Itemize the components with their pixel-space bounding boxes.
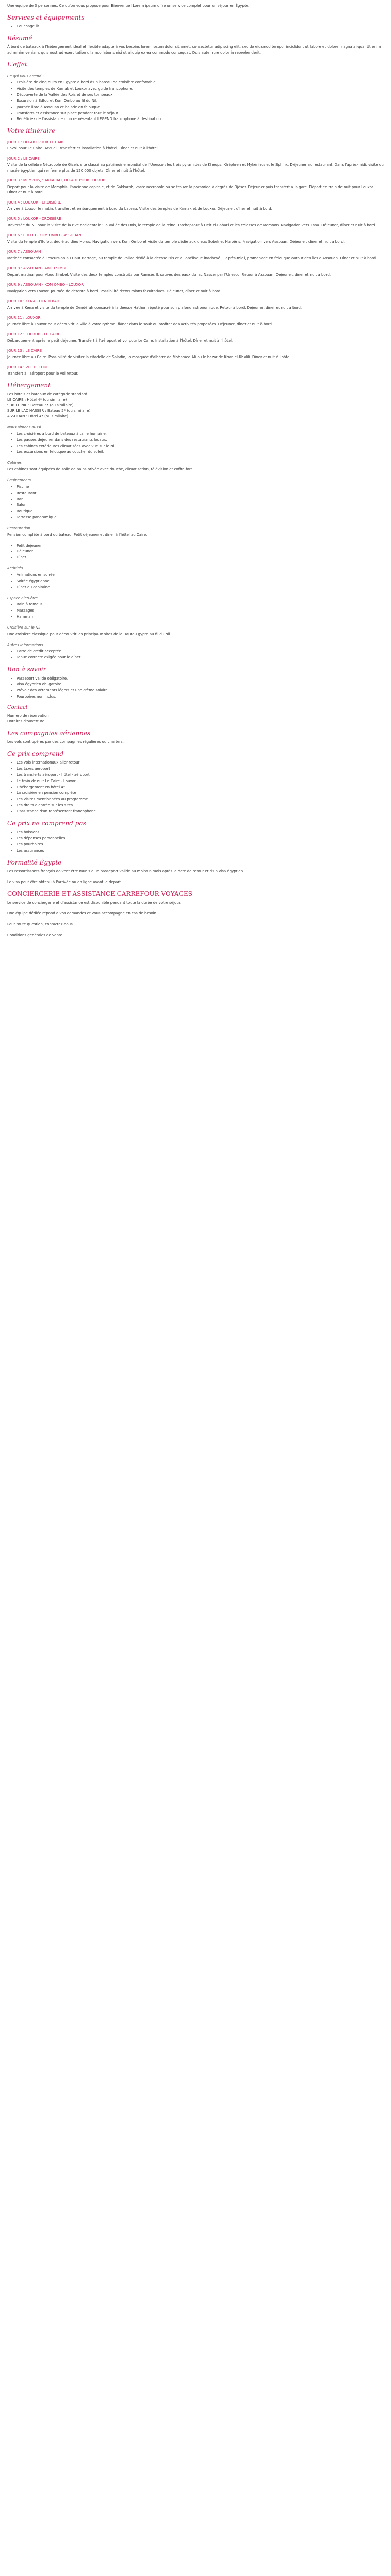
prix-comprend-item: • Les vols internationaux aller-retour — [17, 760, 384, 766]
essentiel-item: • Transferts et assistance sur place pendant tout le séjour. — [17, 111, 384, 116]
day-title[interactable]: JOUR 13 : LE CAIRE — [7, 348, 42, 353]
itineraire-days — [7, 140, 384, 377]
activite-item: • Animations en soirée — [17, 572, 384, 578]
autres-item: • Tenue correcte exigée pour le dîner — [17, 655, 384, 660]
day-text: Débarquement après le petit déjeuner. Transfert à l'aéroport et vol pour Le Caire. Installation à l'hôtel. Dîner et nuit à l'hôtel. — [7, 338, 233, 343]
day-text: Journée libre au Caire. Possibilité de visiter la citadelle de Saladin, la mosquée d'albâtre de Mohamed Ali ou le bazar de Khan el-Khalili. Dîner et nuit à l'hôtel. — [7, 354, 292, 359]
restauration-text: Pension complète à bord du bateau. Petit déjeuner et dîner à l'hôtel au Caire. — [7, 532, 148, 537]
prix-comprend-item: • Les droits d'entrée sur les sites — [17, 803, 384, 808]
compagnies-title: Les compagnies aériennes — [7, 729, 91, 737]
equipement-item: • Boutique — [17, 509, 384, 514]
prix-ne-comprend-item: • Les boissons — [17, 829, 384, 835]
services-item: • Couchage lit — [17, 24, 384, 29]
contact-title: Contact — [7, 704, 28, 710]
day-text: Matinée consacrée à l'excursion au Haut Barrage, au temple de Philae dédié à la déesse Isis et à l'obélisque inachevé. L'après-midi, promenade en felouque autour des îles d'Assouan. Dîner et nuit à bord. — [7, 256, 377, 261]
day-text: Journée libre à Louxor pour découvrir la ville à votre rythme, flâner dans le souk ou profiter des activités proposées. Déjeuner, dîner et nuit à bord. — [7, 321, 273, 326]
activite-item: • Dîner du capitaine — [17, 585, 384, 590]
prix-comprend-item: • La croisière en pension complète — [17, 790, 384, 796]
activite-item: • Soirée égyptienne — [17, 579, 384, 584]
equipements-title: Équipements — [7, 478, 31, 483]
compagnies-text: Les vols sont opérés par des compagnies régulières ou charters. — [7, 739, 124, 744]
prix-ne-comprend-item: • Les assurances — [17, 848, 384, 854]
day-text: Arrivée à Kena et visite du temple de Dendérah consacré à la déesse Hathor, réputé pour son plafond astronomique. Retour à bord. Déjeuner, dîner et nuit à bord. — [7, 305, 302, 310]
contact-line: Numéro de réservation — [7, 713, 49, 718]
essentiel-item: • Visite des temples de Karnak et Louxor avec guide francophone. — [17, 86, 384, 92]
equipement-item: • Terrasse panoramique — [17, 515, 384, 520]
autres-title: Autres informations — [7, 642, 43, 647]
prix-ne-comprend-list — [7, 829, 384, 853]
day-text: Envol pour Le Caire. Accueil, transfert et installation à l'hôtel. Dîner et nuit à l'hôtel. — [7, 146, 159, 150]
contact-line: Horaires d'ouverture — [7, 719, 45, 723]
restauration-item: • Déjeuner — [17, 549, 384, 554]
formalites-text: Le visa peut être obtenu à l'arrivée ou en ligne avant le départ. — [7, 879, 122, 884]
nous-aimons-title: Nous aimons aussi — [7, 425, 41, 430]
services-list — [7, 24, 384, 29]
bon-a-savoir-item: • Pourboires non inclus. — [17, 694, 384, 700]
services-title: Services et équipements — [7, 13, 85, 21]
hebergement-line: Les hôtels et bateaux de catégorie standard — [7, 392, 87, 396]
day-title[interactable]: JOUR 14 : VOL RETOUR — [7, 365, 49, 369]
hebergement-line: SUR LE LAC NASSER : Bateau 5* (ou similaire) — [7, 409, 91, 413]
itineraire-title: Votre itinéraire — [7, 127, 56, 135]
day-title[interactable]: JOUR 12 : LOUXOR - LE CAIRE — [7, 332, 61, 336]
restauration-item: • Petit déjeuner — [17, 543, 384, 549]
croisiere-title: Croisière sur le Nil — [7, 625, 41, 630]
day-text: Visite du temple d'Edfou, dédié au dieu Horus. Navigation vers Kom Ombo et visite du temple dédié aux dieux Sobek et Haroëris. Navigation vers Assouan. Déjeuner, dîner et nuit à bord. — [7, 240, 345, 244]
bon-a-savoir-title: Bon à savoir — [7, 666, 46, 673]
nous-aimons-item: • Les cabines extérieures climatisées avec vue sur le Nil. — [17, 444, 384, 449]
equipements-list — [7, 484, 384, 520]
equipement-item: • Salon — [17, 502, 384, 508]
essentiel-item: • Journée libre à Assouan et balade en felouque. — [17, 105, 384, 110]
activites-list — [7, 572, 384, 590]
prix-comprend-list — [7, 760, 384, 815]
day-title[interactable]: JOUR 7 : ASSOUAN — [7, 250, 41, 254]
cabines-title: Cabines — [7, 461, 22, 465]
prix-ne-comprend-item: • Les dépenses personnelles — [17, 836, 384, 841]
resume-title: Résumé — [7, 35, 32, 42]
restauration-title: Restauration — [7, 526, 30, 530]
bon-a-savoir-item: • Passeport valide obligatoire. — [17, 676, 384, 682]
essentiel-item: • Excursion à Edfou et Kom Ombo au fil du Nil. — [17, 98, 384, 104]
bon-a-savoir-item: • Visa égyptien obligatoire. — [17, 682, 384, 687]
espace-title: Espace bien-être — [7, 596, 38, 600]
footer-link[interactable]: Conditions générales de vente — [7, 933, 62, 937]
prix-comprend-item: • Le train de nuit Le Caire - Louxor — [17, 778, 384, 784]
prix-ne-comprend-item: • Les pourboires — [17, 842, 384, 848]
day-text: Départ matinal pour Abou Simbel. Visite des deux temples construits par Ramsès II, sauvés des eaux du lac Nasser par l'Unesco. Retour à Assouan. Déjeuner, dîner et nuit à bord. — [7, 273, 331, 277]
nous-aimons-item: • Les croisières à bord de bateaux à taille humaine. — [17, 431, 384, 437]
equipement-item: • Piscine — [17, 484, 384, 490]
day-title[interactable]: JOUR 6 : EDFOU - KOM OMBO - ASSOUAN — [7, 233, 82, 238]
croisiere-text: Une croisière classique pour découvrir les principaux sites de la Haute-Égypte au fil du Nil. — [7, 632, 171, 636]
essentiel-list — [7, 80, 384, 122]
nous-aimons-item: • Les pauses déjeuner dans des restaurants locaux. — [17, 437, 384, 443]
essentiel-item: • Croisière de cinq nuits en Egypte à bord d'un bateau de croisière confortable. — [17, 80, 384, 86]
espace-item: • Bain à remous — [17, 602, 384, 607]
day-text: Arrivée à Louxor le matin, transfert et embarquement à bord du bateau. Visite des temples de Karnak et de Louxor. Déjeuner, dîner et nuit à bord. — [7, 207, 272, 211]
hebergement-line: ASSOUAN : Hôtel 4* (ou similaire) — [7, 414, 69, 419]
essentiel-title: L'effet — [7, 61, 27, 69]
activites-title: Activités — [7, 566, 23, 571]
day-text: Départ pour la visite de Memphis, l'ancienne capitale, et de Sakkarah, vaste nécropole où se trouve la pyramide à degrés de Djéser. Déjeuner puis transfert à la gare. Départ en train de nuit pour Louxor. Dîner et nuit à bord. — [7, 184, 374, 195]
bon-a-savoir-item: • Prévoir des vêtements légers et une crème solaire. — [17, 688, 384, 693]
day-title[interactable]: JOUR 8 : ASSOUAN - ABOU SIMBEL — [7, 266, 70, 270]
nous-aimons-item: • Les excursions en felouque au coucher du soleil. — [17, 449, 384, 455]
prix-comprend-item: • L'assistance d'un représentant francophone — [17, 809, 384, 815]
day-text: Visite de la célèbre Nécropole de Gizeh, site classé au patrimoine mondial de l'Unesco : les trois pyramides de Khéops, Khéphren et Mykérinos et le Sphinx. Déjeuner au restaurant. Dans l'après-midi, visite du musée égyptien qui renferme plus de 120 000 objets. Dîner et nuit à l'hôtel. — [7, 162, 384, 173]
day-title[interactable]: JOUR 4 : LOUXOR - CROISIÈRE — [7, 200, 61, 205]
restauration-item: • Dîner — [17, 555, 384, 561]
espace-list — [7, 602, 384, 620]
day-text: Transfert à l'aéroport pour le vol retour. — [7, 371, 78, 376]
page-container — [0, 0, 391, 953]
equipement-item: • Restaurant — [17, 490, 384, 496]
conciergerie-title: CONCIERGERIE ET ASSISTANCE CARREFOUR VOYAGES — [7, 890, 192, 897]
prix-ne-comprend-title: Ce prix ne comprend pas — [7, 819, 86, 827]
day-title[interactable]: JOUR 5 : LOUXOR - CROISIÈRE — [7, 217, 61, 222]
prix-comprend-item: • L'hébergement en hôtel 4* — [17, 785, 384, 790]
essentiel-item: • Découverte de la Vallée des Rois et de ses tombeaux. — [17, 92, 384, 98]
formalites-text: Les ressortissants français doivent être munis d'un passeport valide au moins 6 mois après la date de retour et d'un visa égyptien. — [7, 869, 245, 873]
autres-list — [7, 649, 384, 660]
day-title[interactable]: JOUR 11 : LOUXOR — [7, 315, 41, 320]
prix-comprend-item: • Les transferts aéroport - hôtel - aéroport — [17, 772, 384, 778]
day-title[interactable]: JOUR 2 : LE CAIRE — [7, 156, 40, 161]
prix-comprend-item: • Les visites mentionnées au programme — [17, 796, 384, 802]
hebergement-title: Hébergement — [7, 381, 51, 389]
day-title[interactable]: JOUR 1 : DÉPART POUR LE CAIRE — [7, 140, 66, 144]
formalites-title: Formalité Égypte — [7, 858, 62, 866]
prix-comprend-item: • Les taxes aéroport — [17, 766, 384, 772]
essentiel-item: • Bénéficiez de l'assistance d'un représentant LEGEND francophone à destination. — [17, 116, 384, 122]
conciergerie-text: Le service de conciergerie et d'assistance est disponible pendant toute la durée de votre séjour. — [7, 901, 182, 905]
espace-item: • Hammam — [17, 614, 384, 620]
essentiel-subtitle: Ce qui vous attend : — [7, 74, 44, 78]
day-text: Navigation vers Louxor. Journée de détente à bord. Possibilité d'excursions facultatives. Déjeuner, dîner et nuit à bord. — [7, 289, 222, 293]
equipement-item: • Bar — [17, 497, 384, 502]
cabines-text: Les cabines sont équipées de salle de bains privée avec douche, climatisation, télévision et coffre-fort. — [7, 467, 193, 472]
bon-a-savoir-list — [7, 676, 384, 700]
day-title[interactable]: JOUR 3 : MEMPHIS, SAKKARAH, DÉPART POUR LOUXOR — [7, 178, 106, 183]
nous-aimons-list — [7, 431, 384, 455]
conciergerie-text: Pour toute question, contactez-nous. — [7, 922, 74, 926]
intro-text: Une équipe de 3 personnes. Ce qu'on vous propose pour Bienvenue! Lorem ipsum offre un service complet pour un séjour en Égypte. — [7, 4, 250, 8]
hebergement-line: LE CAIRE : Hôtel 4* (ou similaire) — [7, 397, 67, 402]
day-text: Traversée du Nil pour la visite de la rive occidentale : la Vallée des Rois, le temple de la reine Hatchepsout à Deir el-Bahari et les colosses de Memnon. Navigation vers Esna. Déjeuner, dîner et nuit à bord. — [7, 223, 377, 228]
autres-item: • Carte de crédit acceptée — [17, 649, 384, 654]
conciergerie-text: Une équipe dédiée répond à vos demandes et vous accompagne en cas de besoin. — [7, 911, 158, 916]
day-title[interactable]: JOUR 9 : ASSOUAN - KOM OMBO - LOUXOR — [7, 282, 84, 287]
espace-item: • Massages — [17, 608, 384, 614]
resume-text: À bord de bateaux à l'hébergement idéal et flexible adapté à vos besoins lorem ipsum dolor sit amet, consectetur adipiscing elit, sed do eiusmod tempor incididunt ut labore et dolore magna aliqua. Ut enim ad minim veniam, quis nostrud exercitation ullamco laboris nisi ut aliquip ex ea commodo consequat. Duis aute irure dolor in reprehenderit. — [7, 45, 381, 55]
restauration-list — [7, 543, 384, 561]
prix-comprend-title: Ce prix comprend — [7, 750, 64, 757]
hebergement-line: SUR LE NIL : Bateau 5* (ou similaire) — [7, 403, 74, 408]
day-title[interactable]: JOUR 10 : KENA - DENDÉRAH — [7, 299, 60, 303]
